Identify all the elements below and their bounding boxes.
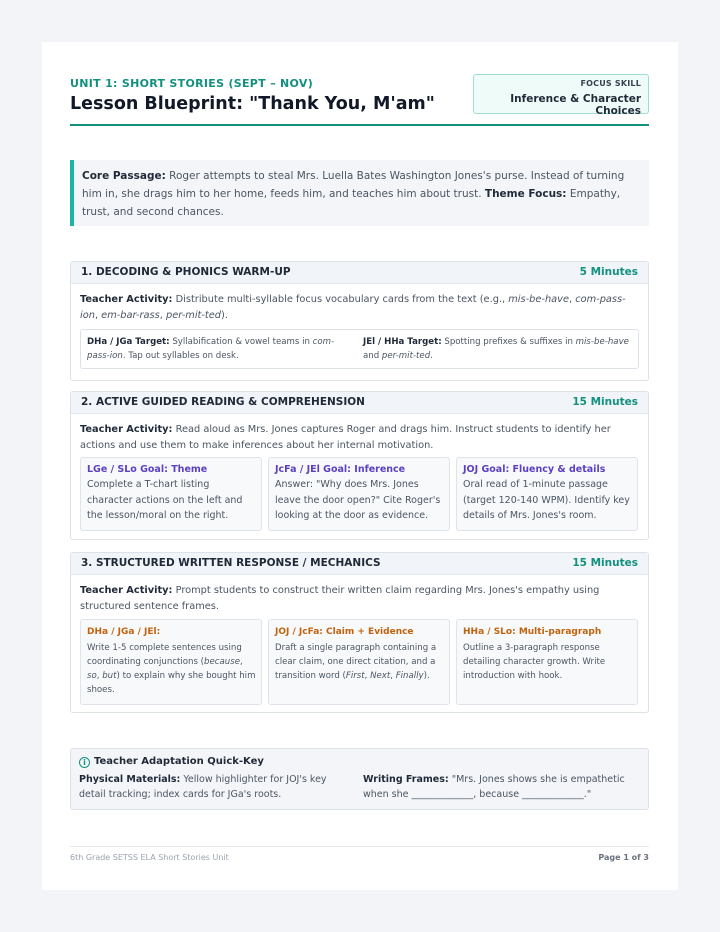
vocab-word: com-pass-ion xyxy=(80,294,626,321)
section-written-response xyxy=(70,552,649,713)
page-number: Page 1 of 3 xyxy=(598,853,649,862)
frames-label: Writing Frames: xyxy=(363,774,449,785)
card-body xyxy=(275,641,444,683)
target-end: . xyxy=(430,351,433,361)
target-label: JEl / HHa Target: xyxy=(363,337,442,347)
activity-label: Teacher Activity: xyxy=(80,294,173,305)
transition-word: Next xyxy=(370,671,391,681)
card-body xyxy=(87,641,256,697)
targets-box xyxy=(80,329,639,369)
section-time: 5 Minutes xyxy=(579,266,638,278)
theme-focus-label: Theme Focus: xyxy=(484,188,567,200)
target-text: Spotting prefixes & suffixes in xyxy=(441,337,576,347)
card-text: Write 1-5 complete sentences using coordinating conjunctions ( xyxy=(87,643,242,667)
target-jel-hha xyxy=(363,335,631,363)
card-body: Complete a T-chart listing character actions on the left and the lesson/moral on the right. xyxy=(87,479,243,521)
section-title: 1. DECODING & PHONICS WARM-UP xyxy=(81,266,291,278)
target-label: DHa / JGa Target: xyxy=(87,337,170,347)
unit-label: UNIT 1: SHORT STORIES (SEPT – NOV) xyxy=(70,77,314,90)
target-italic: com-pass-ion xyxy=(87,337,335,361)
goal-cards xyxy=(80,457,639,531)
conjunction: so xyxy=(87,671,97,681)
section-title: 3. STRUCTURED WRITTEN RESPONSE / MECHANICS xyxy=(81,557,381,569)
teacher-activity xyxy=(71,284,648,323)
vocab-word: per-mit-ted xyxy=(166,309,222,321)
separator: , xyxy=(390,671,396,681)
card-title: DHa / JGa / JEl: xyxy=(87,627,161,637)
section-decoding xyxy=(70,261,649,381)
core-passage-text: Roger attempts to steal Mrs. Luella Bates Washington Jones's purse. Instead of turning him in, she drags him to her home, feeds him, and teaches him about trust. xyxy=(82,170,625,200)
separator: , xyxy=(569,294,576,305)
vocab-word: mis-be-have xyxy=(508,294,569,305)
card-title: JOJ Goal: Fluency & details xyxy=(463,464,606,475)
quick-key-title xyxy=(79,756,264,768)
goal-card-theme xyxy=(80,457,262,531)
card-title: JOJ / JcFa: Claim + Evidence xyxy=(275,627,414,637)
target-italic: mis-be-have xyxy=(575,337,629,347)
section-guided-reading xyxy=(70,391,649,540)
footer-unit: 6th Grade SETSS ELA Short Stories Unit xyxy=(70,853,229,862)
section-header xyxy=(71,262,648,284)
separator: , xyxy=(159,309,167,321)
theme-focus-text: Empathy, trust, and second chances. xyxy=(82,188,621,218)
core-passage-callout xyxy=(70,160,649,226)
response-card-multiparagraph xyxy=(456,619,638,705)
card-text: Draft a single paragraph containing a clear claim, one direct citation, and a transition word ( xyxy=(275,643,437,681)
activity-label: Teacher Activity: xyxy=(80,585,173,596)
conjunction: but xyxy=(102,671,117,681)
target-text: Syllabification & vowel teams in xyxy=(169,337,313,347)
response-cards xyxy=(80,619,639,693)
card-title: JcFa / JEl Goal: Inference xyxy=(275,464,406,475)
section-time: 15 Minutes xyxy=(572,557,638,569)
adaptation-quick-key xyxy=(70,748,649,810)
frames-text: "Mrs. Jones shows she is empathetic when she _____________, because _____________." xyxy=(363,774,625,800)
goal-card-fluency xyxy=(456,457,638,531)
physical-materials xyxy=(79,773,351,802)
core-passage-label: Core Passage: xyxy=(82,170,166,182)
transition-word: First xyxy=(345,671,365,681)
separator: , xyxy=(239,657,243,667)
target-mid: and xyxy=(363,351,382,361)
section-title: 2. ACTIVE GUIDED READING & COMPREHENSION xyxy=(81,396,365,408)
card-text: ). xyxy=(423,671,430,681)
focus-skill-value: Inference & Character Choices xyxy=(510,93,641,117)
target-dha-jga xyxy=(87,335,355,363)
transition-word: Finally xyxy=(395,671,424,681)
card-title: HHa / SLo: Multi-paragraph xyxy=(463,627,602,637)
teacher-activity xyxy=(71,414,648,453)
page-title: Lesson Blueprint: "Thank You, M'am" xyxy=(70,94,435,114)
materials-label: Physical Materials: xyxy=(79,774,181,785)
card-body: Answer: "Why does Mrs. Jones leave the door open?" Cite Roger's looking at the door as evidence. xyxy=(275,479,441,521)
section-header xyxy=(71,553,648,575)
card-body: Outline a 3-paragraph response detailing character growth. Write introduction with hook. xyxy=(463,643,606,681)
target-italic: per-mit-ted xyxy=(381,351,431,361)
separator: , xyxy=(94,309,102,321)
page-content xyxy=(70,74,649,862)
separator: , xyxy=(96,671,103,681)
response-card-claim xyxy=(268,619,450,705)
teacher-activity xyxy=(71,575,648,614)
goal-card-inference xyxy=(268,457,450,531)
writing-frames xyxy=(363,773,645,802)
response-card-conjunctions xyxy=(80,619,262,705)
page-footer xyxy=(70,846,649,866)
quick-key-title-text: Teacher Adaptation Quick-Key xyxy=(94,756,264,767)
activity-text: Read aloud as Mrs. Jones captures Roger and drags him. Instruct students to identify her actions and use them to make inferences about her internal motivation. xyxy=(80,424,611,451)
activity-label: Teacher Activity: xyxy=(80,424,173,435)
focus-skill-box xyxy=(473,74,649,117)
vocab-word: em-bar-rass xyxy=(101,309,160,321)
activity-text: Distribute multi-syllable focus vocabulary cards from the text (e.g., xyxy=(172,294,509,305)
conjunction: because xyxy=(204,657,240,667)
card-title: LGe / SLo Goal: Theme xyxy=(87,464,208,475)
target-end: . Tap out syllables on desk. xyxy=(122,351,239,361)
activity-end: ). xyxy=(221,309,228,321)
focus-skill-label: FOCUS SKILL xyxy=(580,79,641,88)
activity-text: Prompt students to construct their written claim regarding Mrs. Jones's empathy using structured sentence frames. xyxy=(80,585,600,612)
page-header xyxy=(70,74,649,126)
card-text: ) to explain why she bought him shoes. xyxy=(87,671,256,695)
section-time: 15 Minutes xyxy=(572,396,638,408)
separator: , xyxy=(364,671,371,681)
section-header xyxy=(71,392,648,414)
info-icon: i xyxy=(79,757,90,768)
document-page xyxy=(42,42,678,890)
materials-text: Yellow highlighter for JOJ's key detail tracking; index cards for JGa's roots. xyxy=(79,774,327,800)
card-body: Oral read of 1-minute passage (target 120-140 WPM). Identify key details of Mrs. Jones's room. xyxy=(463,479,630,521)
